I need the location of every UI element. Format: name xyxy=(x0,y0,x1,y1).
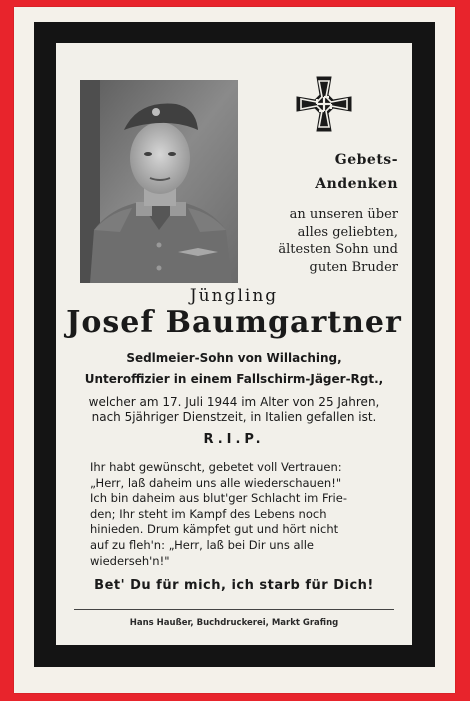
poem-line: Ihr habt gewünscht, gebetet voll Vertrauen: xyxy=(90,460,342,474)
dedication-line: alles geliebten, xyxy=(297,224,398,240)
rank-line: Unteroffizier in einem Fallschirm-Jäger-Rgt., xyxy=(84,372,384,386)
deceased-name: Josef Baumgartner xyxy=(66,305,402,340)
poem-line: wiederseh'n!" xyxy=(90,553,170,568)
juengling-label: Jüngling xyxy=(189,286,279,306)
divider xyxy=(74,609,394,610)
dedication-text xyxy=(252,206,398,276)
poem-line: auf zu fleh'n: „Herr, laß bei Dir uns alle xyxy=(90,537,314,552)
dedication-line: ältesten Sohn und xyxy=(278,242,398,257)
poem-line: „Herr, laß daheim uns alle wiederschauen!" xyxy=(90,475,342,490)
death-details-line: nach 5jähriger Dienstzeit, in Italien gefallen ist. xyxy=(91,410,377,424)
heading-andenken: Andenken xyxy=(315,176,398,192)
iron-cross-icon xyxy=(295,75,353,133)
rip-text: R.I.P. xyxy=(203,432,265,447)
cross-year: 1939 xyxy=(336,120,350,126)
dedication-line: guten Bruder xyxy=(309,259,398,275)
dedication-line: an unseren über xyxy=(289,207,398,222)
death-details-line: welcher am 17. Juli 1944 im Alter von 25 Jahren, xyxy=(88,395,380,409)
memorial-poem xyxy=(90,460,390,569)
soldier-portrait-photo xyxy=(80,80,238,283)
printer-credit: Hans Haußer, Buchdruckerei, Markt Grafing xyxy=(129,618,339,628)
poem-line: den; Ihr steht im Kampf des Lebens noch xyxy=(90,506,327,521)
poem-line: Ich bin daheim aus blut'ger Schlacht im Frie- xyxy=(90,491,347,506)
poem-line: hinieden. Drum kämpfet gut und hört nicht xyxy=(90,522,339,537)
motto: Bet' Du für mich, ich starb für Dich! xyxy=(94,578,374,593)
heading-gebets: Gebets- xyxy=(334,152,398,168)
origin-line: Sedlmeier-Sohn von Willaching, xyxy=(126,351,342,365)
death-details xyxy=(56,395,412,425)
